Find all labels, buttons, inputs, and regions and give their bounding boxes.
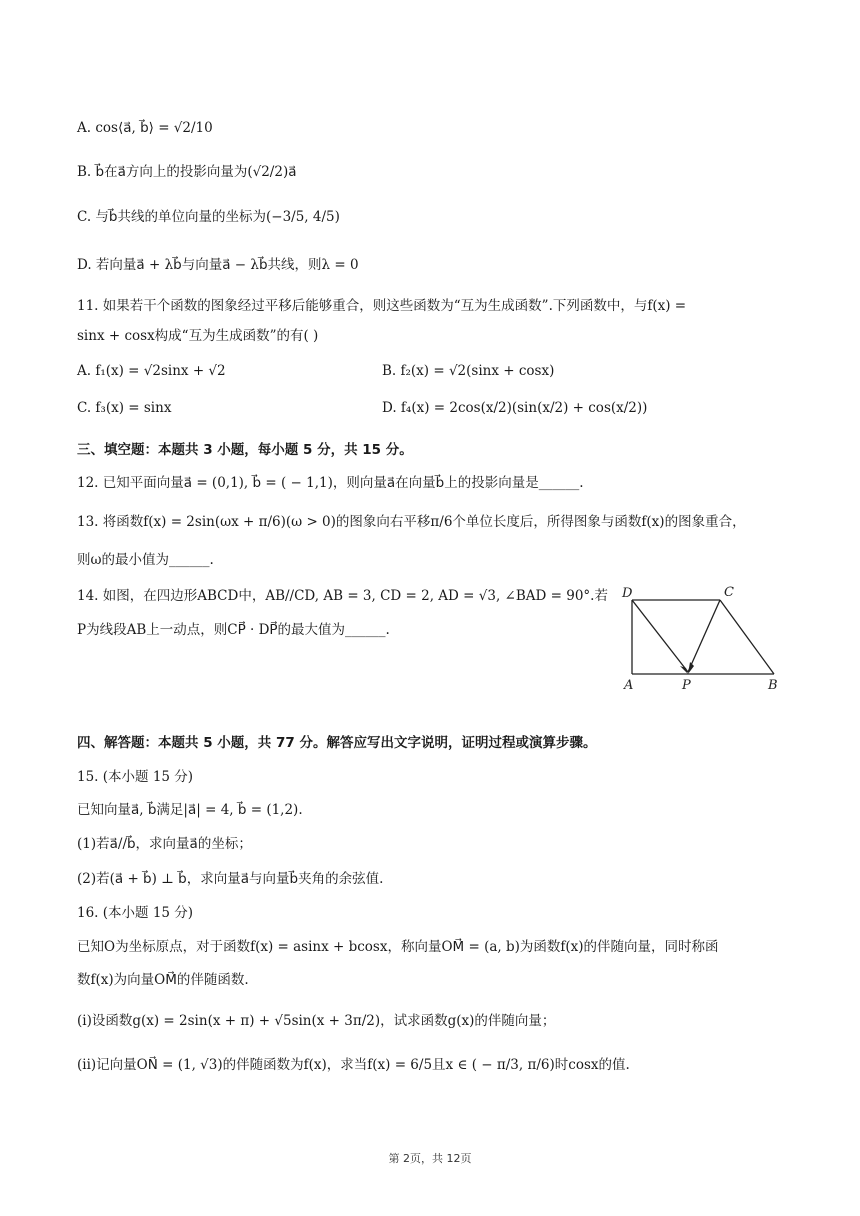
q13-line2: 则ω的最小值为______. — [77, 552, 214, 568]
q16-part1: (i)设函数g(x) = 2sin(x + π) + √5sin(x + 3π/2)，试求函数g(x)的伴随向量； — [77, 1013, 556, 1029]
segment-cb — [720, 600, 774, 674]
section3-title: 三、填空题：本题共 3 小题，每小题 5 分，共 15 分。 — [77, 442, 413, 458]
q10-option-d: D. 若向量a⃗ + λb⃗与向量a⃗ − λb⃗共线，则λ = 0 — [77, 257, 359, 273]
q16-stem-line1: 已知O为坐标原点，对于函数f(x) = asinx + bcosx，称向量OM⃗ = (a, b)为函数f(x)的伴随向量，同时称函 — [77, 939, 719, 955]
label-b: B — [768, 678, 778, 692]
q15-header: 15. (本小题 15 分) — [77, 769, 194, 785]
q14-line2: P为线段AB上一动点，则CP⃗ · DP⃗的最大值为______. — [77, 622, 390, 638]
q16-part2: (ii)记向量ON⃗ = (1, √3)的伴随函数为f(x)，求当f(x) = 6/5且x ∈ ( − π/3, π/6)时cosx的值. — [77, 1057, 630, 1073]
q15-part2: (2)若(a⃗ + b⃗) ⊥ b⃗，求向量a⃗与向量b⃗夹角的余弦值. — [77, 871, 384, 887]
q11-stem-line2: sinx + cosx构成“互为生成函数”的有( ) — [77, 328, 319, 344]
q16-stem-line2: 数f(x)为向量OM⃗的伴随函数. — [77, 972, 249, 988]
q11-option-d: D. f₄(x) = 2cos(x/2)(sin(x/2) + cos(x/2)) — [382, 400, 648, 416]
label-p: P — [682, 678, 691, 692]
segment-dp — [632, 600, 688, 672]
label-d: D — [622, 586, 633, 601]
q11-option-b: B. f₂(x) = √2(sinx + cosx) — [382, 363, 555, 379]
label-a: A — [624, 678, 634, 692]
label-c: C — [724, 585, 734, 600]
q13-line1: 13. 将函数f(x) = 2sin(ωx + π/6)(ω > 0)的图象向右平移π/6个单位长度后，所得图象与函数f(x)的图象重合， — [77, 514, 746, 530]
q12: 12. 已知平面向量a⃗ = (0,1), b⃗ = ( − 1,1)，则向量a⃗在向量b⃗上的投影向量是______. — [77, 475, 584, 491]
q11-stem-line1: 11. 如果若干个函数的图象经过平移后能够重合，则这些函数为“互为生成函数”.下列函数中，与f(x) = — [77, 298, 687, 314]
q16-header: 16. (本小题 15 分) — [77, 905, 194, 921]
section4-title: 四、解答题：本题共 5 小题，共 77 分。解答应写出文字说明，证明过程或演算步骤。 — [77, 735, 597, 751]
q10-option-a: A. cos⟨a⃗, b⃗⟩ = √2/10 — [77, 120, 213, 136]
arrowhead-cp — [688, 662, 694, 674]
q10-option-c: C. 与b⃗共线的单位向量的坐标为(−3/5, 4/5) — [77, 209, 340, 225]
quadrilateral-figure — [618, 582, 788, 692]
q11-option-c: C. f₃(x) = sinx — [77, 400, 172, 416]
q14-line1: 14. 如图，在四边形ABCD中，AB//CD, AB = 3, CD = 2, AD = √3, ∠BAD = 90°.若 — [77, 588, 608, 604]
page-footer: 第 2页，共 12页 — [388, 1152, 472, 1165]
q15-stem: 已知向量a⃗, b⃗满足|a⃗| = 4, b⃗ = (1,2). — [77, 802, 303, 818]
segment-cp — [688, 600, 720, 672]
q10-option-b: B. b⃗在a⃗方向上的投影向量为(√2/2)a⃗ — [77, 164, 297, 180]
q15-part1: (1)若a⃗//b⃗，求向量a⃗的坐标； — [77, 836, 252, 852]
q11-option-a: A. f₁(x) = √2sinx + √2 — [77, 363, 226, 379]
